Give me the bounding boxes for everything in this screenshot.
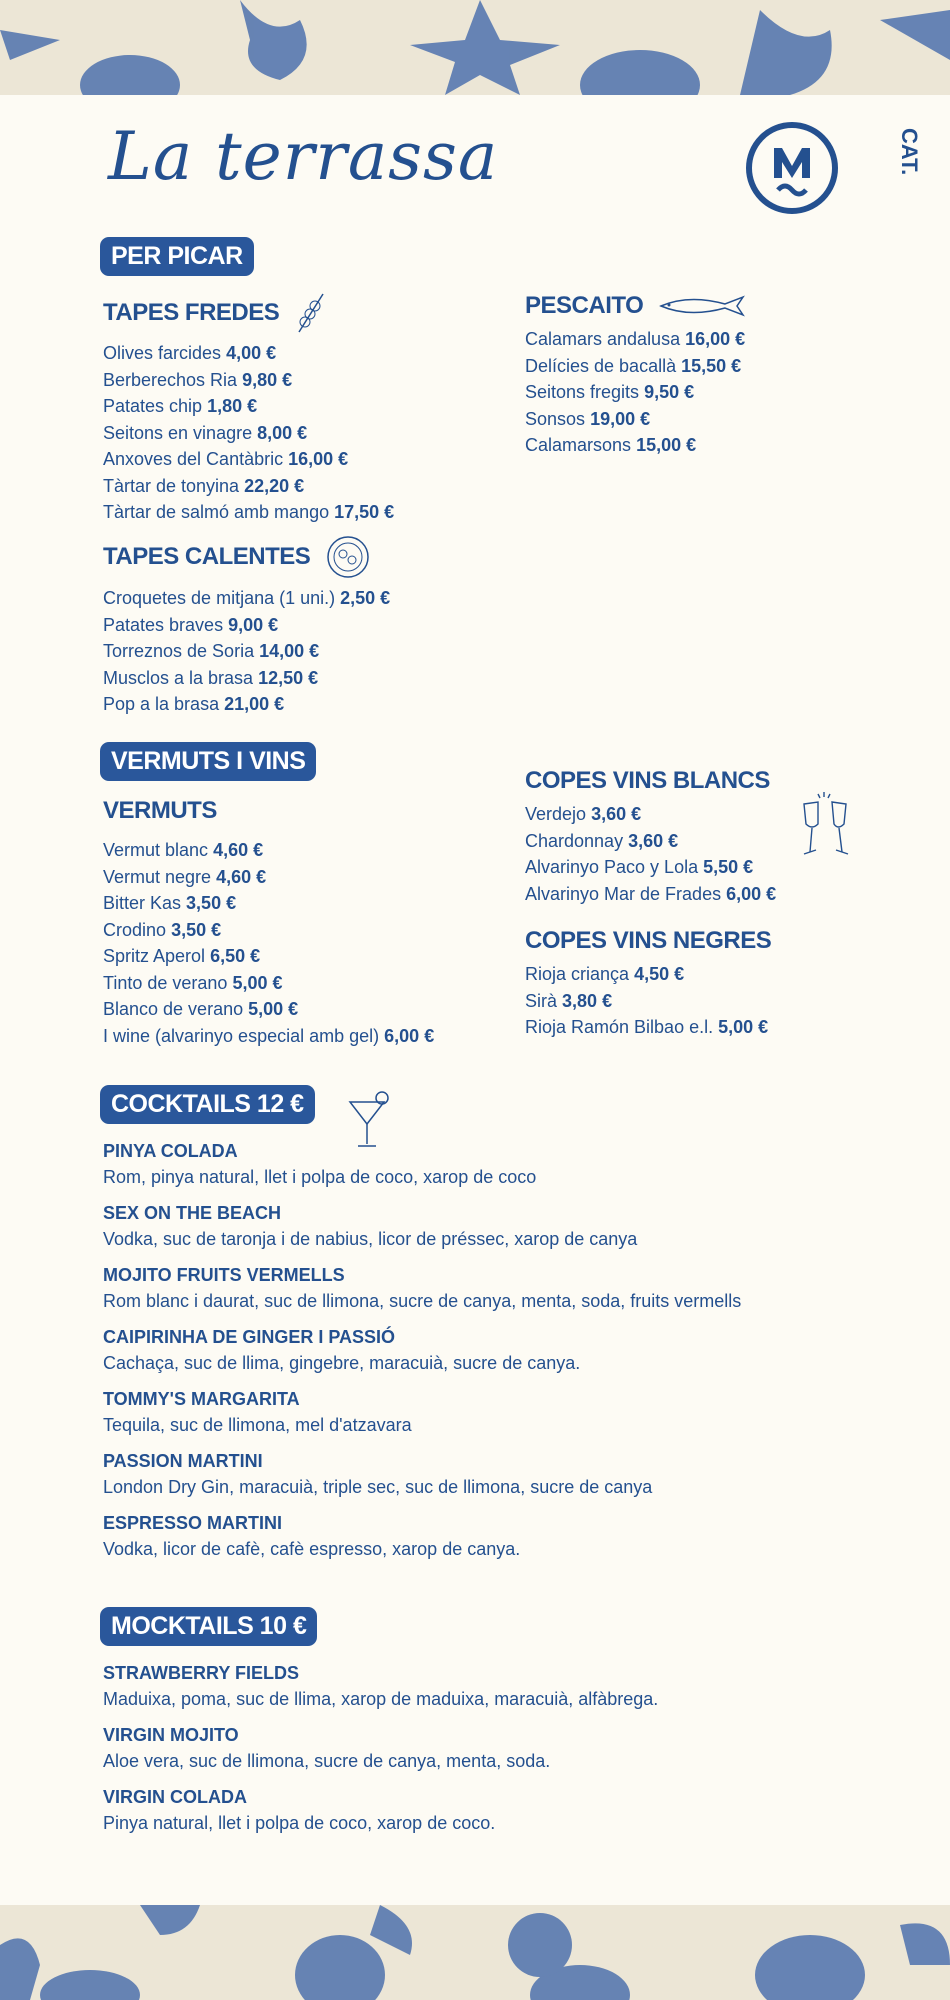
item-price: 3,60 € [591, 804, 642, 824]
item-name: Seitons en vinagre [103, 422, 253, 443]
item-name: Anxoves del Cantàbric [103, 449, 284, 469]
item-price: 16,00 € [685, 329, 746, 349]
menu-item [525, 326, 745, 353]
item-price: 2,50 € [340, 588, 391, 608]
menu-item [525, 406, 745, 433]
mocktails-list [103, 1660, 658, 1846]
menu-item [525, 353, 745, 380]
drink-description: Rom, pinya natural, llet i polpa de coco, xarop de coco [103, 1167, 537, 1187]
menu-item [103, 340, 394, 367]
item-name: Pop a la brasa [103, 694, 220, 714]
menu-item [103, 665, 390, 692]
item-name: Crodino [103, 919, 167, 940]
drink-name: CAIPIRINHA DE GINGER I PASSIÓ [103, 1327, 396, 1347]
item-name: Tàrtar de tonyina [103, 475, 240, 496]
menu-item [103, 420, 394, 447]
item-price: 5,00 € [248, 999, 299, 1019]
drink-description: London Dry Gin, maracuià, triple sec, suc de llimona, sucre de canya [103, 1477, 653, 1497]
vermuts-group [103, 797, 434, 1049]
section-vermuts-i-vins: VERMUTS I VINS [100, 742, 316, 781]
item-name: Bitter Kas [103, 893, 182, 913]
heading: VERMUTS [103, 797, 217, 824]
pescaito-group [525, 292, 745, 459]
copes-vins-negres-group [525, 927, 771, 1041]
item-name: Calamarsons [525, 435, 632, 455]
menu-item [525, 801, 776, 828]
drink-description: Tequila, suc de llimona, mel d'atzavara [103, 1415, 412, 1435]
menu-item [103, 1023, 434, 1050]
item-name: Alvarinyo Paco y Lola [525, 857, 699, 877]
menu-item [103, 996, 434, 1023]
tapes-fredes-group [103, 292, 394, 526]
item-price: 1,80 € [207, 396, 258, 416]
item-price: 8,00 € [257, 422, 308, 443]
heading: COPES VINS NEGRES [525, 927, 772, 954]
item-price: 16,00 € [288, 449, 349, 469]
item-price: 5,00 € [232, 972, 283, 993]
item-name: Tinto de verano [103, 972, 228, 993]
item-price: 6,00 € [384, 1025, 435, 1046]
item-name: Sonsos [525, 408, 586, 429]
seashell-pattern-icon [0, 0, 950, 95]
item-name: Torreznos de Soria [103, 641, 255, 661]
item-name: Verdejo [525, 804, 587, 824]
item-price: 9,50 € [644, 382, 695, 402]
item-price: 4,00 € [226, 343, 277, 363]
menu-item [103, 367, 394, 394]
menu-item [103, 917, 434, 944]
menu-item [525, 1014, 771, 1041]
item-name: Alvarinyo Mar de Frades [525, 883, 722, 904]
menu-item [103, 473, 394, 500]
item-price: 3,80 € [562, 990, 613, 1011]
item-price: 14,00 € [259, 641, 320, 661]
item-name: Spritz Aperol [103, 946, 206, 966]
item-name: Vermut negre [103, 866, 212, 887]
drink-name: VIRGIN COLADA [103, 1787, 247, 1807]
item-name: Tàrtar de salmó amb mango [103, 502, 330, 522]
item-name: Sirà [525, 990, 558, 1011]
top-decorative-banner [0, 0, 950, 95]
drink-description: Aloe vera, suc de llimona, sucre de canya, menta, soda. [103, 1751, 551, 1771]
item-name: Patates braves [103, 614, 224, 635]
drink-description: Pinya natural, llet i polpa de coco, xarop de coco. [103, 1813, 496, 1833]
item-price: 6,50 € [210, 946, 261, 966]
drink-description: Vodka, suc de taronja i de nabius, licor de préssec, xarop de canya [103, 1229, 638, 1249]
cocktails-list [103, 1138, 741, 1572]
seashell-pattern-icon [0, 1905, 950, 2000]
item-price: 4,60 € [216, 866, 267, 887]
bottom-decorative-banner [0, 1905, 950, 2000]
item-name: Croquetes de mitjana (1 uni.) [103, 588, 336, 608]
drink-name: PINYA COLADA [103, 1141, 238, 1161]
item-name: Delícies de bacallà [525, 355, 677, 376]
item-price: 3,50 € [171, 919, 222, 940]
item-price: 3,50 € [186, 893, 237, 913]
drink-name: VIRGIN MOJITO [103, 1725, 239, 1745]
item-price: 15,00 € [636, 435, 697, 455]
menu-item [103, 638, 390, 665]
menu-item [525, 854, 776, 881]
fish-icon [659, 294, 745, 318]
item-price: 9,80 € [242, 369, 293, 390]
item-price: 5,00 € [718, 1017, 769, 1037]
item-price: 12,50 € [258, 667, 319, 688]
section-mocktails: MOCKTAILS 10 € [100, 1607, 317, 1646]
menu-item [103, 864, 434, 891]
menu-item [103, 890, 434, 917]
menu-item [525, 961, 771, 988]
language-selector[interactable]: CAT. [897, 128, 922, 176]
item-price: 19,00 € [590, 408, 651, 429]
drink-name: STRAWBERRY FIELDS [103, 1663, 300, 1683]
item-price: 15,50 € [681, 355, 742, 376]
drink-name: TOMMY'S MARGARITA [103, 1389, 300, 1409]
item-name: Rioja Ramón Bilbao e.l. [525, 1017, 714, 1037]
menu-item [525, 881, 776, 908]
menu-item [525, 828, 776, 855]
section-cocktails: COCKTAILS 12 € [100, 1085, 315, 1124]
item-name: Seitons fregits [525, 382, 640, 402]
plate-icon [326, 535, 370, 579]
heading: PESCAITO [525, 292, 644, 319]
item-price: 3,60 € [628, 830, 679, 851]
menu-item [103, 393, 394, 420]
heading: TAPES FREDES [103, 299, 280, 326]
item-price: 6,00 € [726, 883, 777, 904]
menu-item [525, 988, 771, 1015]
item-name: Berberechos Ria [103, 369, 238, 390]
item-name: Musclos a la brasa [103, 667, 254, 688]
menu-item [103, 612, 390, 639]
item-price: 22,20 € [244, 475, 305, 496]
heading: TAPES CALENTES [103, 543, 311, 570]
item-name: Rioja criança [525, 964, 630, 984]
menu-item [103, 499, 394, 526]
drink-name: ESPRESSO MARTINI [103, 1513, 283, 1533]
wine-glasses-icon [796, 790, 860, 862]
tapes-calentes-group [103, 535, 390, 718]
copes-vins-blancs-group [525, 767, 776, 907]
item-price: 5,50 € [703, 857, 754, 877]
menu-item [103, 585, 390, 612]
item-name: Patates chip [103, 396, 203, 416]
drink-description: Cachaça, suc de llima, gingebre, maracuià, sucre de canya. [103, 1353, 581, 1373]
item-name: I wine (alvarinyo especial amb gel) [103, 1025, 380, 1046]
drink-name: PASSION MARTINI [103, 1451, 263, 1471]
item-name: Blanco de verano [103, 999, 244, 1019]
item-price: 9,00 € [228, 614, 279, 635]
restaurant-logo [744, 120, 840, 216]
drink-description: Maduixa, poma, suc de llima, xarop de maduixa, maracuià, alfàbrega. [103, 1689, 659, 1709]
page-title: La terrassa [108, 118, 499, 195]
menu-item [525, 379, 745, 406]
menu-item [103, 837, 434, 864]
item-name: Vermut blanc [103, 840, 209, 860]
menu-item [103, 970, 434, 997]
drink-description: Vodka, licor de cafè, cafè espresso, xarop de canya. [103, 1539, 521, 1559]
item-price: 4,50 € [634, 964, 685, 984]
menu-item [103, 691, 390, 718]
item-price: 17,50 € [334, 502, 395, 522]
drink-description: Rom blanc i daurat, suc de llimona, sucre de canya, menta, soda, fruits vermells [103, 1291, 742, 1311]
olive-skewer-icon [295, 292, 325, 334]
section-per-picar: PER PICAR [100, 237, 254, 276]
drink-name: MOJITO FRUITS VERMELLS [103, 1265, 345, 1285]
item-price: 4,60 € [213, 840, 264, 860]
menu-item [525, 432, 745, 459]
item-name: Chardonnay [525, 830, 624, 851]
drink-name: SEX ON THE BEACH [103, 1203, 282, 1223]
menu-item [103, 446, 394, 473]
item-name: Calamars andalusa [525, 329, 681, 349]
item-name: Olives farcides [103, 343, 222, 363]
menu-item [103, 943, 434, 970]
heading: COPES VINS BLANCS [525, 767, 770, 794]
item-price: 21,00 € [224, 694, 285, 714]
